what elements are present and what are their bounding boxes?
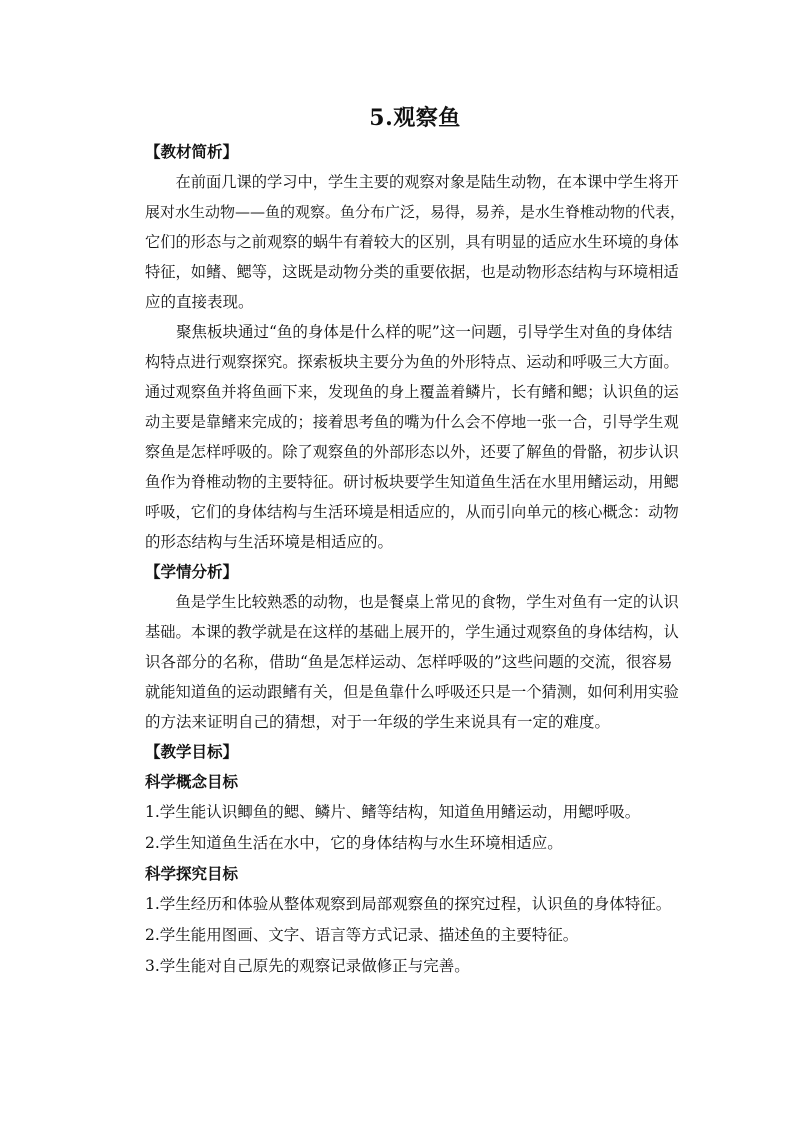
- list-item: 1.学生经历和体验从整体观察到局部观察鱼的探究过程，认识鱼的身体特征。: [145, 895, 672, 913]
- text-line: 识各部分的名称，借助“鱼是怎样运动、怎样呼吸的”这些问题的交流，很容易: [145, 653, 673, 671]
- text-line: 呼吸，它们的身体结构与生活环境是相适应的，从而引向单元的核心概念：动物: [145, 503, 679, 521]
- subheading-inquiry-goals: 科学探究目标: [145, 864, 239, 883]
- section-heading-learner-analysis: 【学情分析】: [145, 562, 239, 581]
- paragraph: [145, 167, 685, 317]
- document-body: [145, 103, 685, 982]
- text-line: 在前面几课的学习中，学生主要的观察对象是陆生动物，在本课中学生将开: [175, 173, 679, 191]
- list-item: 3.学生能对自己原先的观察记录做修正与完善。: [145, 957, 470, 975]
- list-item: 2.学生能用图画、文字、语言等方式记录、描述鱼的主要特征。: [145, 926, 579, 944]
- text-line: 的方法来证明自己的猜想，对于一年级的学生来说具有一定的难度。: [145, 713, 611, 731]
- text-line: 构特点进行观察探究。探索板块主要分为鱼的外形特点、运动和呼吸三大方面。: [145, 353, 679, 371]
- text-line: 基础。本课的教学就是在这样的基础上展开的，学生通过观察鱼的身体结构，认: [145, 623, 679, 641]
- section-heading-textbook-analysis: 【教材简析】: [145, 142, 239, 161]
- list-item: 2.学生知道鱼生活在水中，它的身体结构与水生环境相适应。: [145, 834, 563, 852]
- paragraph: [145, 587, 685, 737]
- section-heading-teaching-goals: 【教学目标】: [145, 742, 239, 761]
- text-line: 就能知道鱼的运动跟鳍有关，但是鱼靠什么呼吸还只是一个猜测，如何利用实验: [145, 683, 679, 701]
- text-line: 它们的形态与之前观察的蜗牛有着较大的区别，具有明显的适应水生环境的身体: [145, 233, 679, 251]
- text-line: 通过观察鱼并将鱼画下来，发现鱼的身上覆盖着鳞片，长有鳍和鳃；认识鱼的运: [145, 383, 679, 401]
- text-line: 应的直接表现。: [145, 293, 254, 311]
- text-line: 动主要是靠鳍来完成的；接着思考鱼的嘴为什么会不停地一张一合，引导学生观: [145, 413, 679, 431]
- text-line: 特征，如鳍、鳃等，这既是动物分类的重要依据，也是动物形态结构与环境相适: [145, 263, 679, 281]
- page-title: 5.观察鱼: [369, 105, 461, 131]
- text-line: 鱼是学生比较熟悉的动物，也是餐桌上常见的食物，学生对鱼有一定的认识: [175, 593, 679, 611]
- text-line: 察鱼是怎样呼吸的。除了观察鱼的外部形态以外，还要了解鱼的骨骼，初步认识: [145, 443, 679, 461]
- text-line: 鱼作为脊椎动物的主要特征。研讨板块要学生知道鱼生活在水里用鳍运动，用鳃: [145, 473, 679, 491]
- text-line: 展对水生动物——鱼的观察。鱼分布广泛，易得，易养，是水生脊椎动物的代表，: [145, 203, 685, 221]
- text-line: 聚焦板块通过“鱼的身体是什么样的呢”这一问题，引导学生对鱼的身体结: [176, 323, 673, 341]
- text-line: 的形态结构与生活环境是相适应的。: [145, 533, 394, 551]
- paragraph: [145, 317, 685, 557]
- subheading-concept-goals: 科学概念目标: [145, 772, 239, 791]
- list-item: 1.学生能认识鲫鱼的鳃、鳞片、鳍等结构，知道鱼用鳍运动，用鳃呼吸。: [145, 803, 641, 821]
